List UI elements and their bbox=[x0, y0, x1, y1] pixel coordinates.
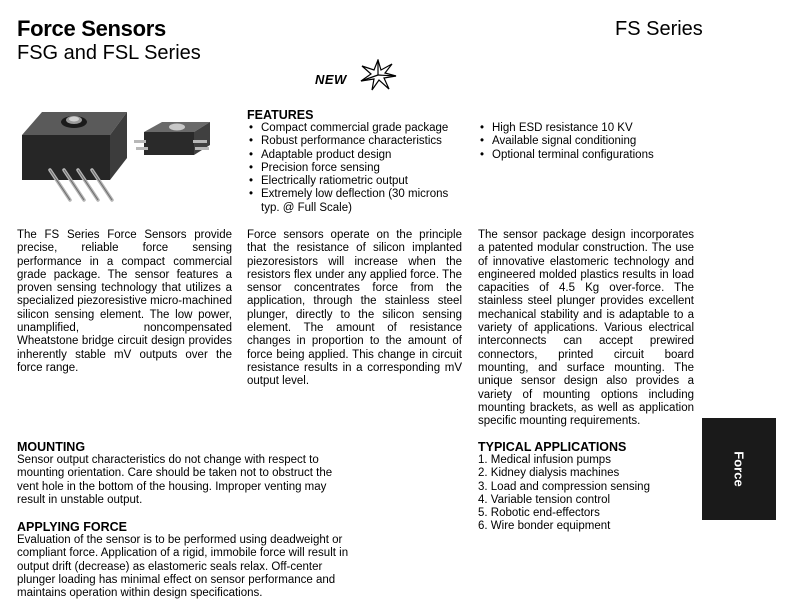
list-item: 3. Load and compression sensing bbox=[478, 480, 650, 493]
list-item: • Available signal conditioning bbox=[480, 135, 637, 148]
large-sensor-image bbox=[22, 112, 127, 200]
list-item: • Extremely low deflection (30 microns typ. @ Full Scale) bbox=[249, 188, 449, 214]
principle-paragraph: Force sensors operate on the principle that the resistance of silicon implanted piezoresistors will increase when the resistors flex under any applied force. The sensor concentrates force from the application, through the stainless steel plunger, directly to the silicon sensing element. The amount of resistance changes in proportion to the amount of force being applied. This change in circuit resistance results in a corresponding mV output level. bbox=[247, 229, 462, 388]
features-list-right bbox=[478, 122, 698, 162]
list-item: • Compact commercial grade package bbox=[249, 122, 449, 134]
mounting-heading: MOUNTING bbox=[17, 440, 86, 454]
section-side-tab bbox=[702, 418, 776, 520]
product-photo bbox=[12, 100, 232, 210]
applying-force-text: Evaluation of the sensor is to be performed using deadweight or compliant force. Application of a rigid, immobile force will result in output drift (decrease) as elastomeric seals relax. Off-center plunger loading has minimal effect on sensor performance and maintains operation within design specifications. bbox=[17, 534, 349, 600]
list-item: • Precision force sensing bbox=[249, 161, 380, 174]
applying-force-heading: APPLYING FORCE bbox=[17, 520, 127, 534]
side-tab-label: Force bbox=[731, 451, 747, 487]
features-heading: FEATURES bbox=[247, 108, 314, 122]
page-title: Force Sensors bbox=[17, 16, 166, 41]
list-item: • Electrically ratiometric output bbox=[249, 175, 408, 188]
package-paragraph: The sensor package design incorporates a patented modular construction. The use of innovative elastomeric technology and engineered molded plastics results in load capacities of 4.5 Kg over-force. The stainless steel plunger provides excellent mechanical stability and is adaptable to a variety of applications. Various electrical interconnects can accept prewired connectors, printed circuit board mounting, and surface mounting. The unique sensor design also provides a variety of mounting options including mounting brackets, as well as application specific mounting requirements. bbox=[478, 229, 694, 428]
applications-heading: TYPICAL APPLICATIONS bbox=[478, 440, 627, 454]
features-list-left bbox=[247, 122, 465, 215]
small-sensor-image bbox=[134, 122, 210, 155]
list-item: • Adaptable product design bbox=[249, 148, 392, 161]
series-label: FS Series bbox=[615, 18, 703, 40]
starburst-icon bbox=[359, 59, 397, 91]
new-badge-text: NEW bbox=[315, 72, 347, 87]
intro-paragraph: The FS Series Force Sensors provide precise, reliable force sensing performance in a compact commercial grade package. The sensor features a proven sensing technology that utilizes a specialized piezoresistive micro-machined silicon sensing element. The low power, unamplified, noncompensated Wheatstone bridge circuit design provides inherently stable mV outputs over the force range. bbox=[17, 229, 232, 374]
mounting-text: Sensor output characteristics do not change with respect to mounting orientation. Care should be taken not to obstruct the vent hole in the bottom of the housing. Improper venting may result in unstable output. bbox=[17, 454, 333, 506]
list-item: 1. Medical infusion pumps bbox=[478, 454, 611, 466]
list-item: 2. Kidney dialysis machines bbox=[478, 467, 620, 480]
list-item: • Optional terminal configurations bbox=[480, 148, 654, 161]
new-badge bbox=[313, 57, 397, 91]
page-subtitle: FSG and FSL Series bbox=[17, 42, 201, 64]
list-item: 5. Robotic end-effectors bbox=[478, 507, 600, 520]
list-item: 4. Variable tension control bbox=[478, 493, 611, 506]
list-item: 6. Wire bonder equipment bbox=[478, 520, 611, 533]
applications-list bbox=[478, 454, 693, 534]
list-item: • Robust performance characteristics bbox=[249, 135, 442, 148]
list-item: • High ESD resistance 10 KV bbox=[480, 122, 633, 134]
